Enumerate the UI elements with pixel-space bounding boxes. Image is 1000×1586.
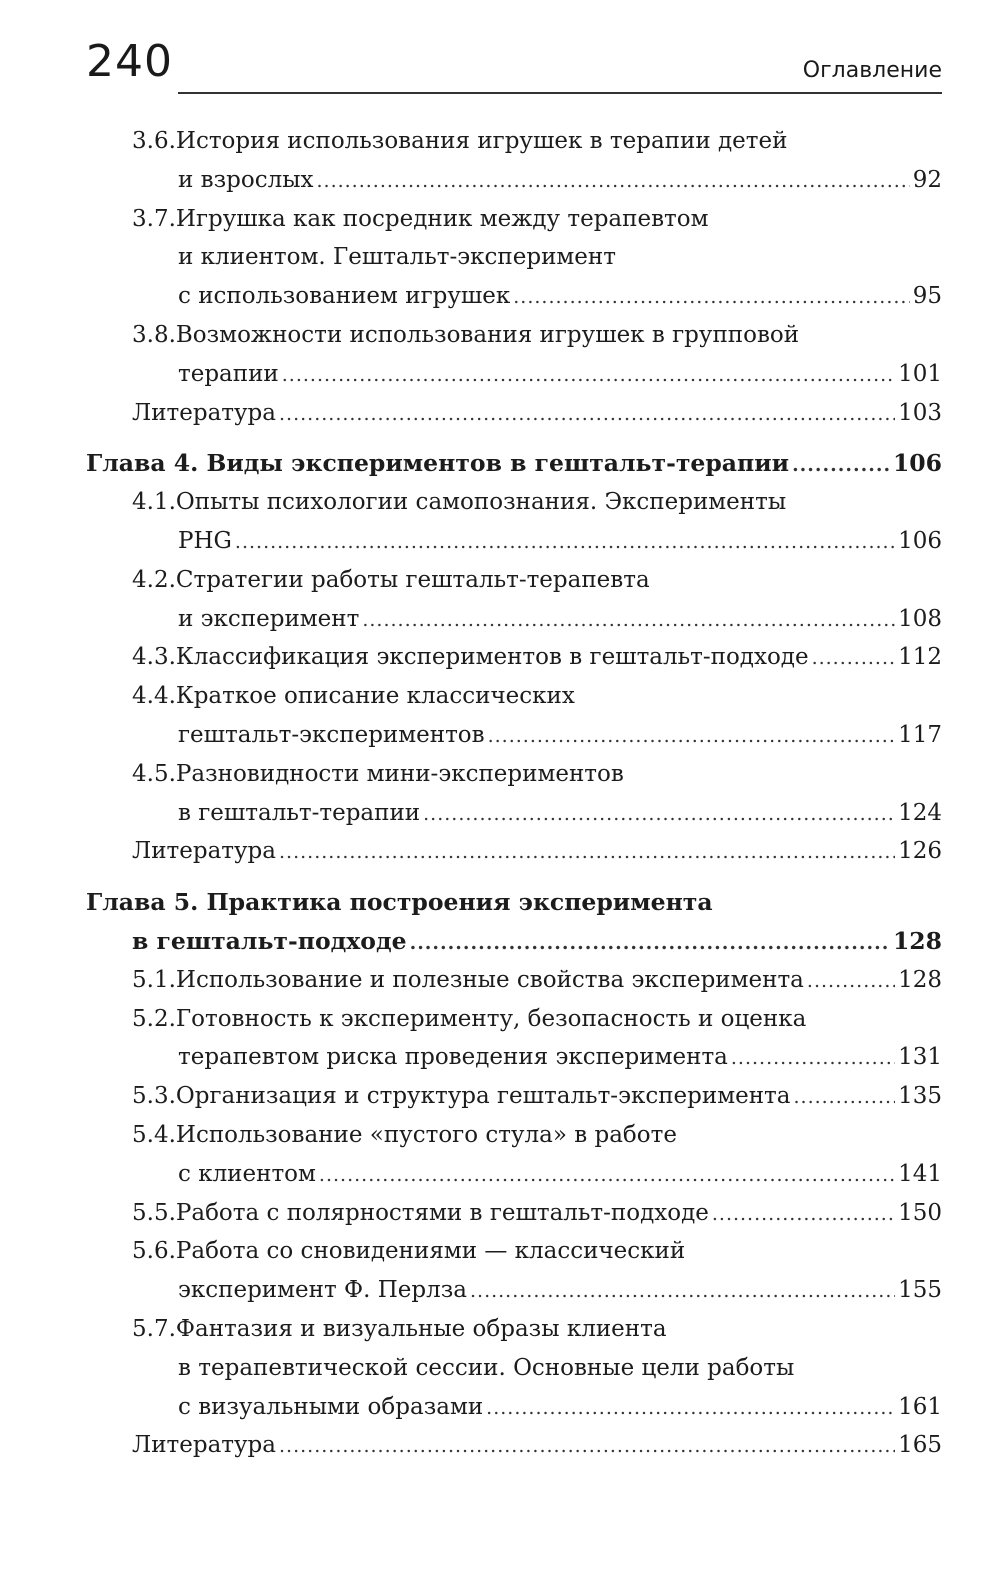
toc-line <box>86 716 942 755</box>
dot-leader <box>423 795 895 834</box>
toc-line <box>86 1310 942 1349</box>
entry-title: Глава 5. Практика построения эксперимента <box>86 888 713 917</box>
toc-section-entry[interactable] <box>86 561 942 639</box>
page-reference: 161 <box>898 1393 942 1420</box>
section-number: 4.4. <box>132 683 176 710</box>
section-number: 5.5. <box>132 1199 176 1226</box>
toc-line <box>86 922 942 961</box>
page-reference: 141 <box>898 1160 942 1187</box>
toc-line <box>86 1349 942 1388</box>
dot-leader <box>792 446 890 485</box>
dot-leader <box>279 395 895 434</box>
entry-title: Возможности использования игрушек в групповой <box>175 321 800 348</box>
dot-leader <box>279 833 895 872</box>
entry-title: Готовность к эксперименту, безопасность и оценка <box>175 1005 807 1032</box>
toc-line <box>86 600 942 639</box>
page-reference: 131 <box>898 1044 942 1071</box>
entry-title: Работа со сновидениями — классический <box>175 1238 686 1265</box>
page-reference: 103 <box>898 399 942 426</box>
toc-chapter-entry[interactable] <box>86 883 942 961</box>
toc-line <box>86 638 942 677</box>
entry-title: Классификация экспериментов в гештальт-подходе <box>175 644 809 671</box>
toc-chapter-entry[interactable] <box>86 444 942 483</box>
toc-section-entry[interactable] <box>86 200 942 316</box>
page-reference: 106 <box>892 449 942 478</box>
dot-leader <box>470 1272 895 1311</box>
dot-leader <box>712 1195 895 1234</box>
page-number: 240 <box>86 36 173 87</box>
entry-title: Работа с полярностями в гештальт-подходе <box>175 1199 709 1226</box>
page-reference: 128 <box>898 966 942 993</box>
dot-leader <box>807 962 895 1001</box>
toc-line <box>86 883 942 922</box>
toc-line <box>86 483 942 522</box>
entry-title: Использование «пустого стула» в работе <box>175 1121 677 1148</box>
toc-line <box>86 677 942 716</box>
page-reference: 106 <box>898 527 942 554</box>
table-of-contents <box>86 122 942 1465</box>
toc-line <box>86 1077 942 1116</box>
toc-line <box>86 561 942 600</box>
entry-title: в гештальт-терапии <box>178 799 421 826</box>
toc-literature-entry[interactable] <box>86 394 942 433</box>
header-rule <box>178 92 942 94</box>
toc-section-entry[interactable] <box>86 677 942 755</box>
entry-title: PHG <box>178 527 232 554</box>
toc-section-entry[interactable] <box>86 1194 942 1233</box>
toc-line <box>86 1388 942 1427</box>
toc-section-entry[interactable] <box>86 638 942 677</box>
toc-line <box>86 832 942 871</box>
toc-line <box>86 161 942 200</box>
dot-leader <box>362 601 895 640</box>
page-reference: 108 <box>898 605 942 632</box>
page-reference: 112 <box>898 644 942 671</box>
toc-line <box>86 522 942 561</box>
entry-title: Стратегии работы гештальт-терапевта <box>175 566 650 593</box>
entry-title: гештальт-экспериментов <box>178 721 485 748</box>
dot-leader <box>279 1427 895 1466</box>
dot-leader <box>486 1389 895 1428</box>
entry-title: Использование и полезные свойства эксперимента <box>175 966 804 993</box>
entry-title: и взрослых <box>178 166 314 193</box>
entry-title: Игрушка как посредник между терапевтом <box>175 205 709 232</box>
entry-title: эксперимент Ф. Перлза <box>178 1277 467 1304</box>
toc-line <box>86 122 942 161</box>
page-reference: 128 <box>892 926 942 955</box>
toc-line <box>86 200 942 239</box>
page-reference: 126 <box>898 838 942 865</box>
entry-title: с использованием игрушек <box>178 283 511 310</box>
entry-title: в терапевтической сессии. Основные цели работы <box>178 1354 795 1381</box>
page-reference: 92 <box>912 166 942 193</box>
entry-title: Краткое описание классических <box>175 683 575 710</box>
entry-title: Глава 4. Виды экспериментов в гештальт-терапии <box>86 449 790 478</box>
dot-leader <box>282 356 895 395</box>
toc-line <box>86 1155 942 1194</box>
toc-section-entry[interactable] <box>86 961 942 1000</box>
entry-title: и клиентом. Гештальт-эксперимент <box>178 244 616 271</box>
toc-line <box>86 444 942 483</box>
toc-section-entry[interactable] <box>86 1310 942 1426</box>
toc-section-entry[interactable] <box>86 122 942 200</box>
entry-title: в гештальт-подходе <box>132 926 407 955</box>
running-title: Оглавление <box>802 58 942 83</box>
section-number: 3.6. <box>132 128 176 154</box>
section-number: 4.3. <box>132 644 176 671</box>
toc-line <box>86 794 942 833</box>
page-reference: 150 <box>898 1199 942 1226</box>
toc-line <box>86 1194 942 1233</box>
toc-section-entry[interactable] <box>86 1000 942 1078</box>
toc-section-entry[interactable] <box>86 483 942 561</box>
section-number: 5.2. <box>132 1005 176 1032</box>
toc-line <box>86 1038 942 1077</box>
page-reference: 101 <box>898 360 942 387</box>
dot-leader <box>793 1078 895 1117</box>
entry-title: Литература <box>132 399 276 426</box>
dot-leader <box>812 639 896 678</box>
toc-line <box>86 1426 942 1465</box>
section-number: 5.3. <box>132 1083 176 1110</box>
toc-section-entry[interactable] <box>86 1077 942 1116</box>
toc-literature-entry[interactable] <box>86 832 942 871</box>
entry-title: Фантазия и визуальные образы клиента <box>175 1315 667 1342</box>
toc-literature-entry[interactable] <box>86 1426 942 1465</box>
entry-title: Литература <box>132 1432 276 1459</box>
toc-line <box>86 1116 942 1155</box>
page-reference: 165 <box>898 1432 942 1459</box>
toc-line <box>86 961 942 1000</box>
section-number: 3.8. <box>132 321 176 348</box>
toc-line <box>86 355 942 394</box>
entry-title: Организация и структура гештальт-эксперимента <box>175 1083 791 1110</box>
entry-title: и эксперимент <box>178 605 360 632</box>
entry-title: Разновидности мини-экспериментов <box>175 760 624 787</box>
toc-line <box>86 394 942 433</box>
toc-line <box>86 238 942 277</box>
page-reference: 135 <box>898 1083 942 1110</box>
section-number: 5.1. <box>132 966 176 993</box>
section-number: 5.7. <box>132 1315 176 1342</box>
toc-line <box>86 277 942 316</box>
section-number: 5.6. <box>132 1238 176 1265</box>
toc-section-entry[interactable] <box>86 755 942 833</box>
entry-title: История использования игрушек в терапии детей <box>175 128 788 154</box>
page-reference: 124 <box>898 799 942 826</box>
entry-title: с клиентом <box>178 1160 316 1187</box>
toc-line <box>86 316 942 355</box>
dot-leader <box>319 1156 895 1195</box>
section-number: 4.5. <box>132 760 176 787</box>
entry-title: с визуальными образами <box>178 1393 484 1420</box>
entry-title: терапии <box>178 360 279 387</box>
toc-section-entry[interactable] <box>86 1232 942 1310</box>
dot-leader <box>410 924 890 963</box>
toc-line <box>86 1232 942 1271</box>
page-reference: 117 <box>898 721 942 748</box>
section-number: 5.4. <box>132 1121 176 1148</box>
page-reference: 95 <box>912 283 942 310</box>
entry-title: Литература <box>132 838 276 865</box>
dot-leader <box>513 278 909 317</box>
dot-leader <box>488 717 896 756</box>
entry-title: Опыты психологии самопознания. Эксперименты <box>175 489 787 516</box>
section-number: 3.7. <box>132 205 176 232</box>
entry-title: терапевтом риска проведения эксперимента <box>178 1044 728 1071</box>
section-number: 4.1. <box>132 489 176 516</box>
dot-leader <box>731 1039 895 1078</box>
dot-leader <box>316 162 909 201</box>
toc-line <box>86 1000 942 1039</box>
toc-section-entry[interactable] <box>86 316 942 394</box>
page-header <box>86 28 942 108</box>
toc-line <box>86 1271 942 1310</box>
toc-section-entry[interactable] <box>86 1116 942 1194</box>
page-reference: 155 <box>898 1277 942 1304</box>
toc-line <box>86 755 942 794</box>
dot-leader <box>235 523 895 562</box>
section-number: 4.2. <box>132 566 176 593</box>
